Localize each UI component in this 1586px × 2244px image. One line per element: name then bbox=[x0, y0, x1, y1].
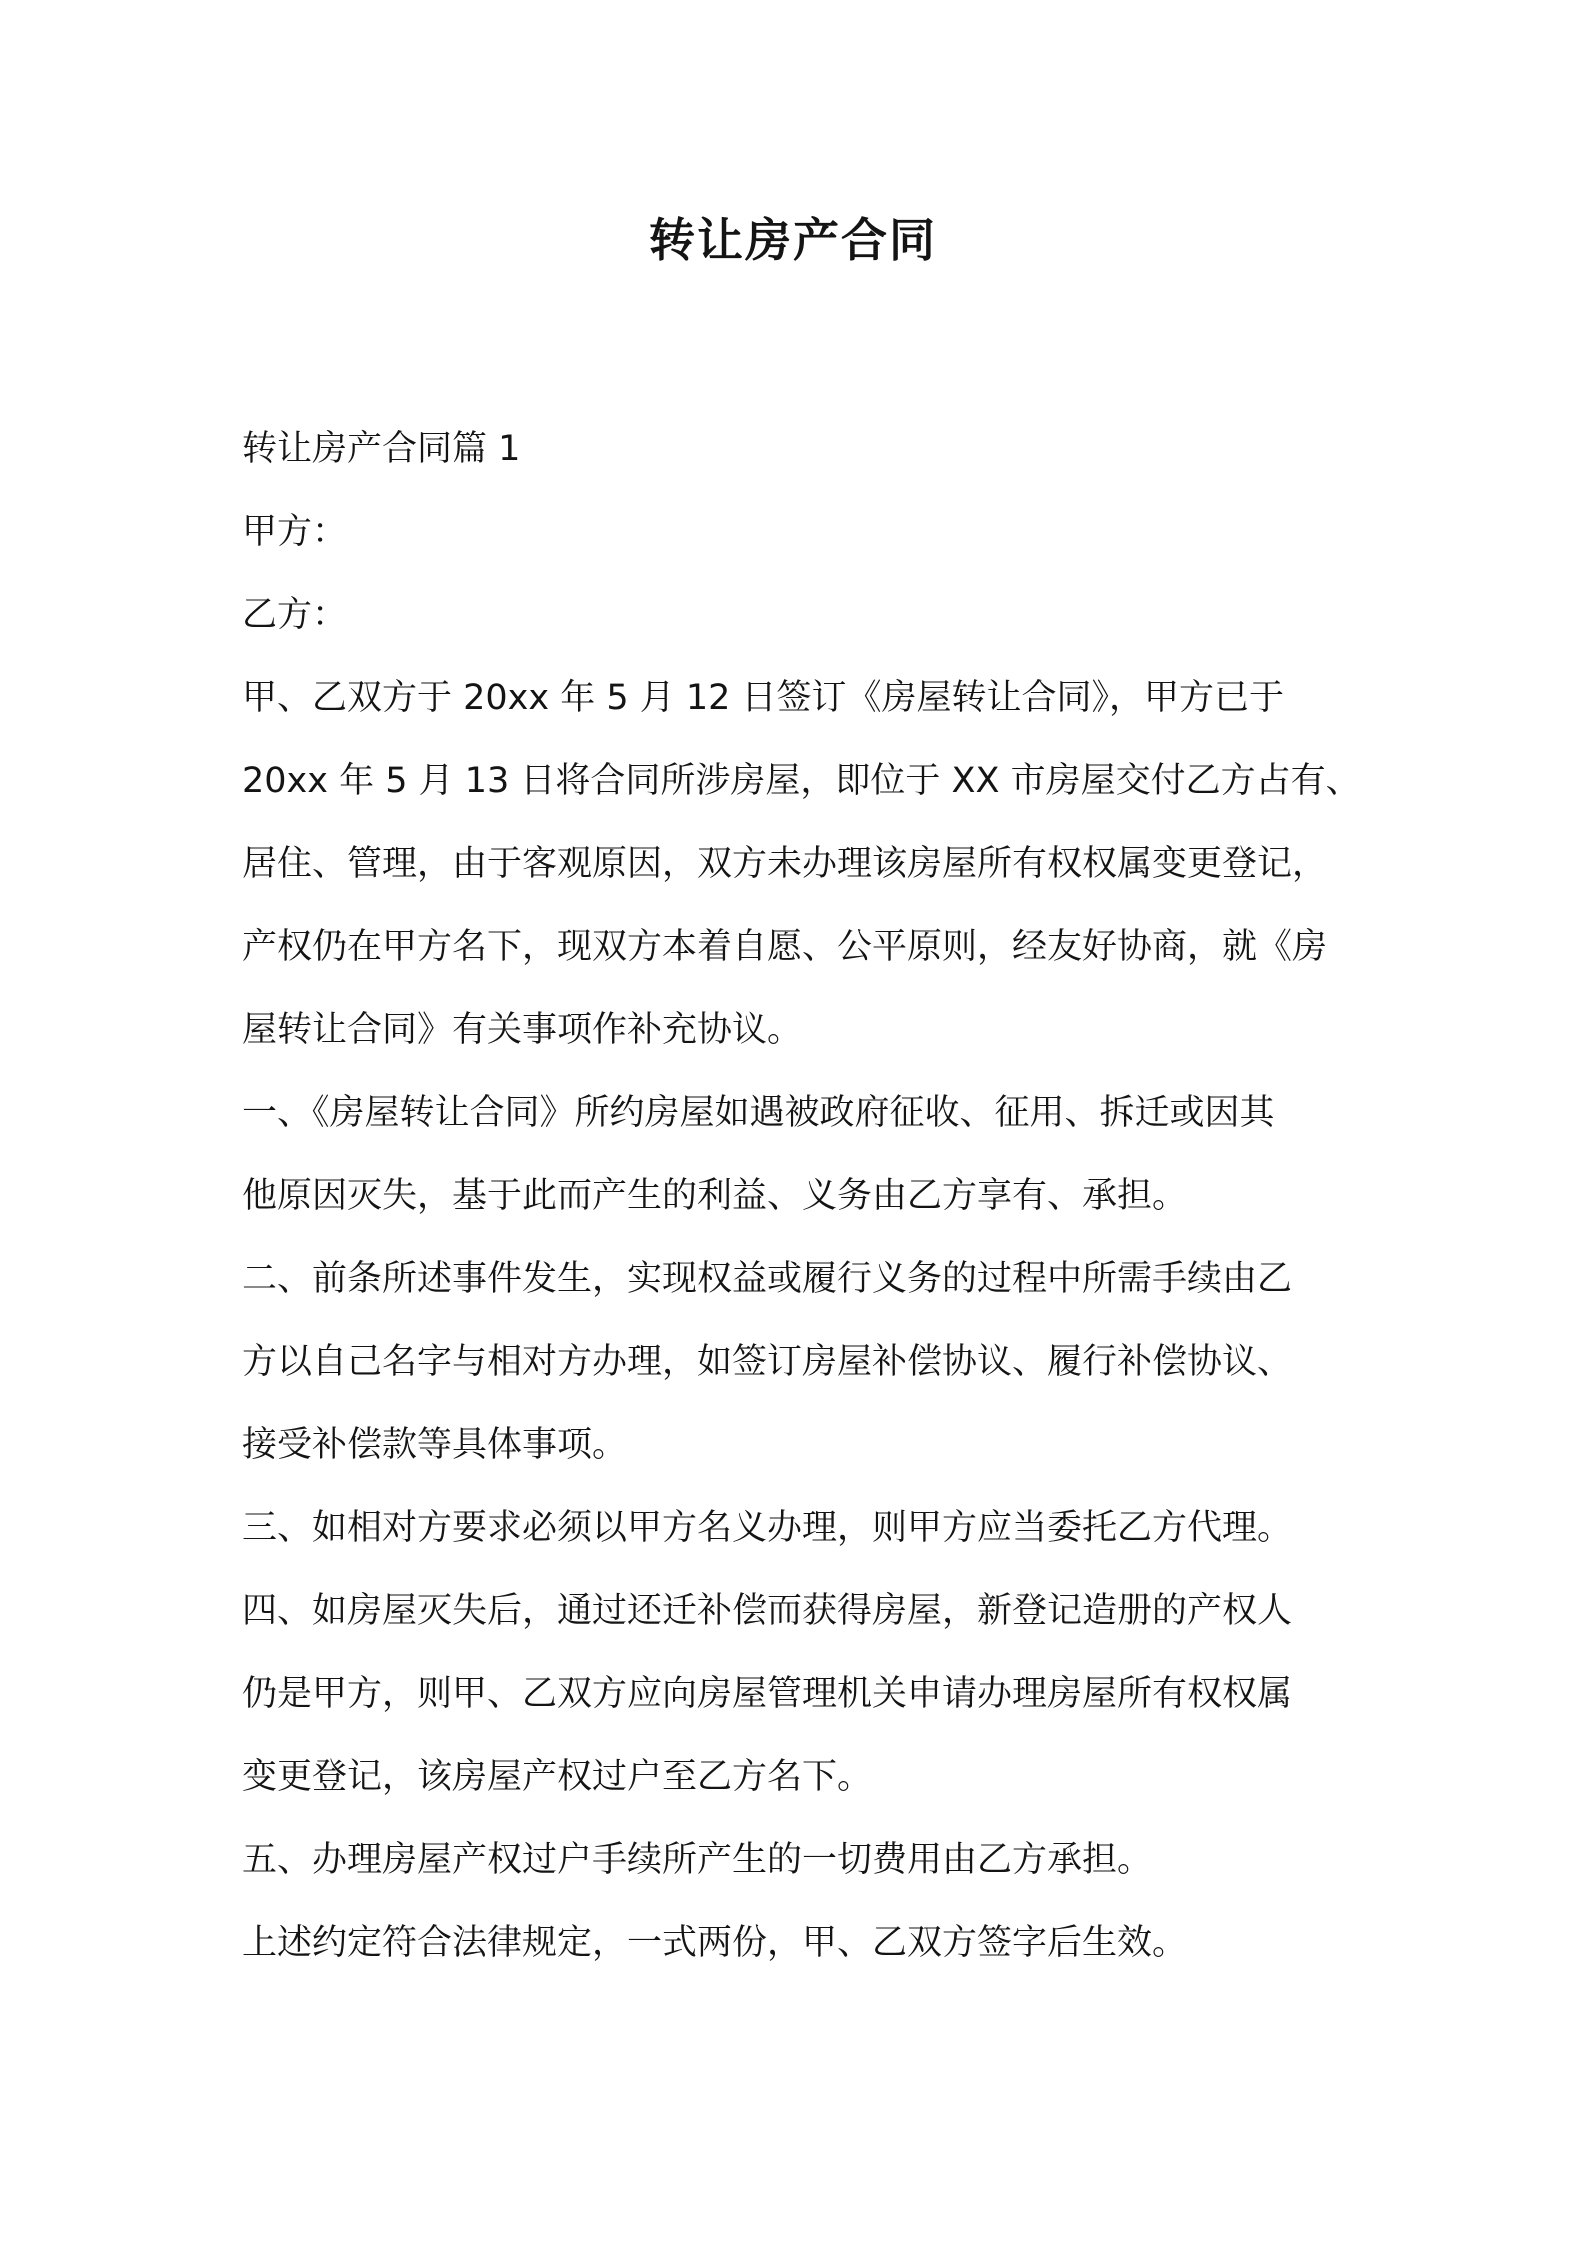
clause-3-line: 三、如相对方要求必须以甲方名义办理，则甲方应当委托乙方代理。 bbox=[242, 1508, 1293, 1548]
clause-2-line: 接受补偿款等具体事项。 bbox=[242, 1425, 628, 1465]
closing-line: 上述约定符合法律规定，一式两份，甲、乙双方签字后生效。 bbox=[242, 1923, 1188, 1963]
preamble-line: 产权仍在甲方名下，现双方本着自愿、公平原则，经友好协商，就《房 bbox=[242, 927, 1328, 967]
clause-2-line: 方以自己名字与相对方办理，如签订房屋补偿协议、履行补偿协议、 bbox=[242, 1342, 1293, 1382]
party-b-line: 乙方： bbox=[242, 595, 348, 635]
document-title: 转让房产合同 bbox=[649, 213, 937, 267]
clause-1-line: 他原因灭失，基于此而产生的利益、义务由乙方享有、承担。 bbox=[242, 1176, 1188, 1216]
clause-5-line: 五、办理房屋产权过户手续所产生的一切费用由乙方承担。 bbox=[242, 1840, 1153, 1880]
preamble-line: 甲、乙双方于 20xx 年 5 月 12 日签订《房屋转让合同》，甲方已于 bbox=[242, 678, 1285, 718]
party-a-line: 甲方： bbox=[242, 512, 348, 552]
section-heading: 转让房产合同篇 1 bbox=[242, 429, 521, 469]
document-body bbox=[242, 408, 1362, 1985]
clause-4-line: 四、如房屋灭失后，通过还迁补偿而获得房屋，新登记造册的产权人 bbox=[242, 1591, 1293, 1631]
preamble-line: 屋转让合同》有关事项作补充协议。 bbox=[242, 1010, 803, 1050]
preamble-line: 20xx 年 5 月 13 日将合同所涉房屋，即位于 XX 市房屋交付乙方占有、 bbox=[242, 761, 1361, 801]
preamble-line: 居住、管理，由于客观原因，双方未办理该房屋所有权权属变更登记， bbox=[242, 844, 1328, 884]
clause-1-line: 一、《房屋转让合同》所约房屋如遇被政府征收、征用、拆迁或因其 bbox=[242, 1093, 1275, 1133]
clause-4-line: 变更登记，该房屋产权过户至乙方名下。 bbox=[242, 1757, 873, 1797]
clause-2-line: 二、前条所述事件发生，实现权益或履行义务的过程中所需手续由乙 bbox=[242, 1259, 1293, 1299]
clause-4-line: 仍是甲方，则甲、乙双方应向房屋管理机关申请办理房屋所有权权属 bbox=[242, 1674, 1293, 1714]
